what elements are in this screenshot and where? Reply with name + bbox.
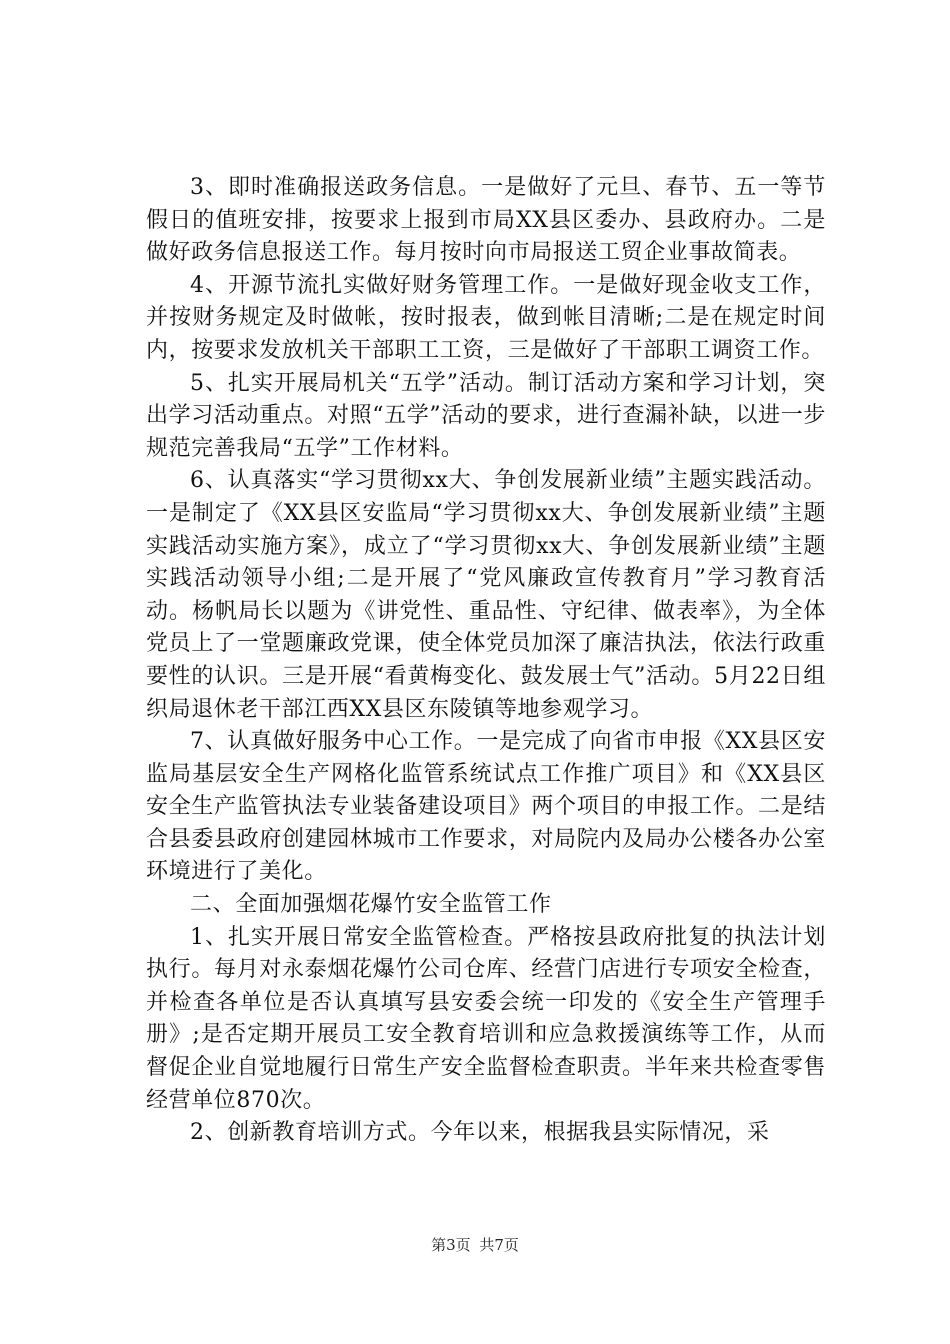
paragraph-item-7: 7、认真做好服务中心工作。一是完成了向省市申报《XX县区安监局基层安全生产网格化监管系统试点工作推广项目》和《XX县区安全生产监管执法专业装备建设项目》两个项目的申报工作。二是结合县委县政府创建园林城市工作要求，对局院内及局办公楼各办公室环境进行了美化。: [146, 729, 826, 885]
paragraph-item-5: 5、扎实开展局机关“五学”活动。制订活动方案和学习计划，突出学习活动重点。对照“五学”活动的要求，进行查漏补缺，以进一步规范完善我局“五学”工作材料。: [146, 370, 826, 461]
section-heading: 二、全面加强烟花爆竹安全监管工作: [190, 892, 552, 918]
document-body: [146, 172, 826, 1150]
paragraph-item-3: 3、即时准确报送政务信息。一是做好了元旦、春节、五一等节假日的值班安排，按要求上报到市局XX县区委办、县政府办。二是做好政务信息报送工作。每月按时向市局报送工贸企业事故简表。: [146, 175, 826, 266]
paragraph-item-1: 1、扎实开展日常安全监管检查。严格按县政府批复的执法计划执行。每月对永泰烟花爆竹公司仓库、经营门店进行专项安全检查，并检查各单位是否认真填写县安委会统一印发的《安全生产管理手册》;是否定期开展员工安全教育培训和应急救援演练等工作，从而督促企业自觉地履行日常生产安全监督检查职责。半年来共检查零售经营单位870次。: [146, 924, 826, 1113]
paragraph-item-6: 6、认真落实“学习贯彻xx大、争创发展新业绩”主题实践活动。一是制定了《XX县区安监局“学习贯彻xx大、争创发展新业绩”主题实践活动实施方案》，成立了“学习贯彻xx大、争创发展新业绩”主题实践活动领导小组;二是开展了“党风廉政宣传教育月”学习教育活动。杨帆局长以题为《讲党性、重品性、守纪律、做表率》，为全体党员上了一堂题廉政党课，使全体党员加深了廉洁执法，依法行政重要性的认识。三是开展“看黄梅变化、鼓发展士气”活动。5月22日组织局退休老干部江西XX县区东陵镇等地参观学习。: [146, 468, 826, 722]
paragraph-item-2: 2、创新教育培训方式。今年以来，根据我县实际情况，采: [190, 1120, 770, 1146]
paragraph-item-4: 4、开源节流扎实做好财务管理工作。一是做好现金收支工作，并按财务规定及时做帐，按时报表，做到帐目清晰;二是在规定时间内，按要求发放机关干部职工工资，三是做好了干部职工调资工作。: [146, 272, 826, 363]
page-footer: [0, 1235, 950, 1255]
page-total: 共7页: [479, 1236, 519, 1254]
page-number: 第3页: [431, 1236, 471, 1254]
